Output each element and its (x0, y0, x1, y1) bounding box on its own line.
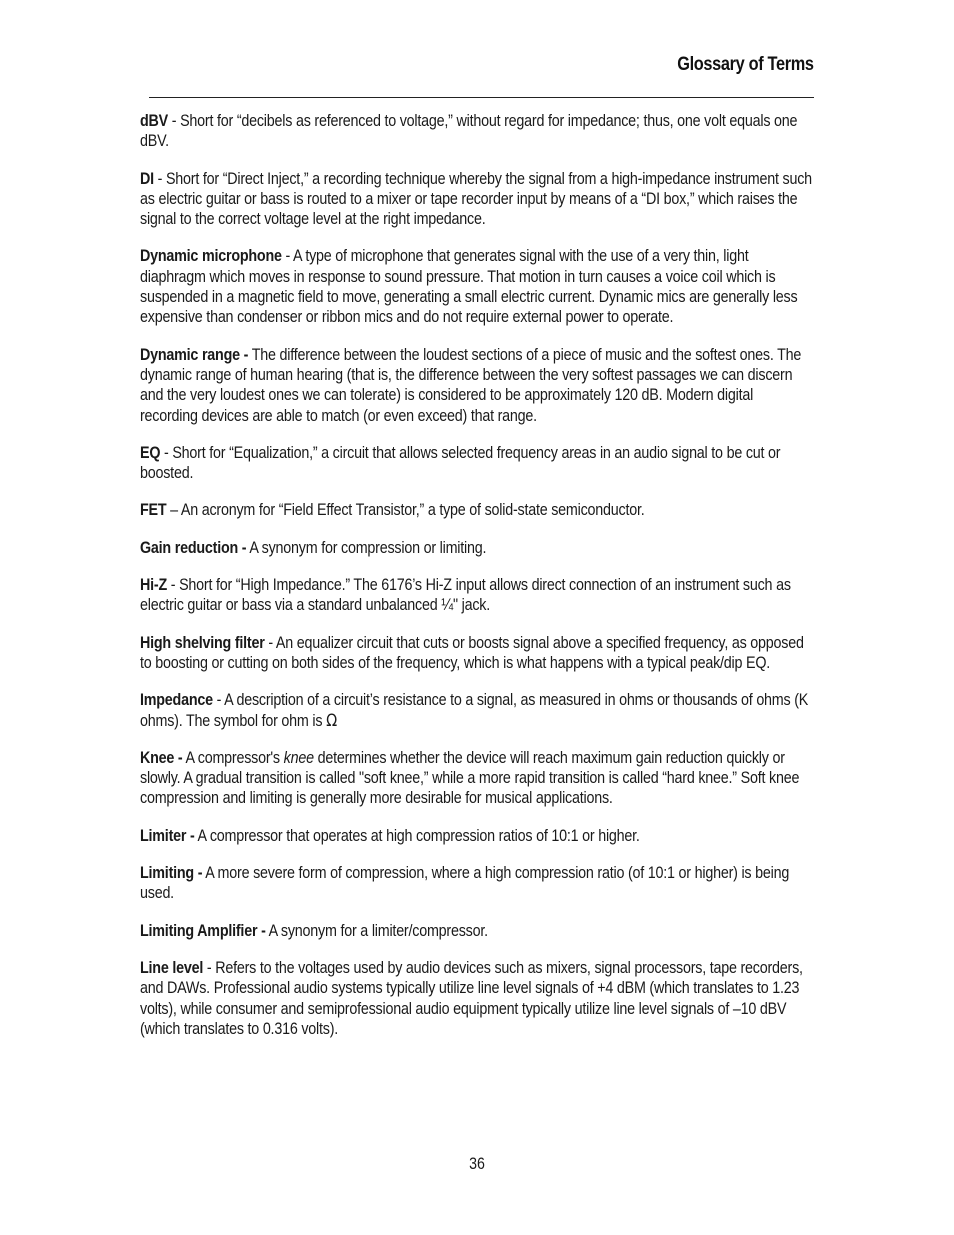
glossary-entry-hi-z (140, 575, 814, 616)
glossary-definition: The difference between the loudest sections of a piece of music and the softest ones. The dynamic range of human hearing (that is, the difference between the very softest passages we can discern and the very loudest ones we can tolerate) is considered to be approximately 120 dB. Modern digital recording devices are able to match (or even exceed) that range. (140, 344, 802, 425)
glossary-entry-limiter (140, 826, 814, 846)
term-separator: - (264, 632, 276, 652)
term-separator: – (166, 500, 181, 520)
glossary-entry-knee (140, 748, 814, 809)
glossary-entry-line-level (140, 958, 814, 1039)
glossary-term: Knee - (140, 747, 183, 767)
page-title: Glossary of Terms (677, 54, 814, 75)
emphasized-term: knee (283, 747, 314, 767)
glossary-entry-impedance (140, 690, 814, 731)
glossary-entry-di (140, 169, 814, 230)
header-divider (149, 97, 814, 98)
glossary-term: Limiter - (140, 825, 195, 845)
glossary-term: Limiting - (140, 863, 203, 883)
term-separator: - (212, 690, 225, 710)
glossary-definition: A synonym for compression or limiting. (249, 537, 487, 557)
page-number: 36 (469, 1155, 485, 1173)
glossary-entry-dynamic-range (140, 345, 814, 426)
term-separator: - (203, 957, 216, 977)
glossary-content (140, 111, 814, 1056)
glossary-definition: A synonym for a limiter/compressor. (268, 920, 488, 940)
glossary-term: dBV (140, 111, 168, 130)
glossary-entry-limiting-amplifier (140, 921, 814, 941)
glossary-definition: determines whether the device will reach maximum gain reduction quickly or slowly. A gradual transition is called "soft knee,” while a more rapid transition is called “hard knee.” Soft knee compression and limiting is generally more desirable for musical applications. (140, 747, 800, 808)
glossary-definition: Short for “High Impedance.” The 6176’s Hi-Z input allows direct connection of an instrument such as electric guitar or bass via a standard unbalanced ¼" jack. (140, 575, 791, 615)
glossary-term: FET (140, 500, 167, 520)
term-separator: - (281, 246, 294, 266)
glossary-term: Dynamic range - (140, 344, 249, 364)
glossary-entry-high-shelving-filter (140, 633, 814, 674)
glossary-definition: Short for “Direct Inject,” a recording technique whereby the signal from a high-impedance instrument such as electric guitar or bass is routed to a mixer or tape recorder input by means of a “DI box,” which raises the signal to the correct voltage level at the right impedance. (140, 168, 812, 229)
term-separator: - (166, 575, 180, 595)
term-separator: - (153, 168, 166, 188)
glossary-term: Gain reduction - (140, 537, 247, 557)
glossary-definition: Short for “Equalization,” a circuit that allows selected frequency areas in an audio signal to be cut or boosted. (140, 442, 781, 483)
glossary-term: EQ (140, 442, 161, 462)
glossary-entry-limiting (140, 863, 814, 904)
glossary-entry-dbv (140, 111, 814, 152)
ohm-symbol: Ω (326, 710, 337, 731)
glossary-definition: A type of microphone that generates signal with the use of a very thin, light diaphragm which moves in response to sound pressure. That motion in turn causes a voice coil which is suspended in a magnetic field to move, generating a small electric current. Dynamic mics are generally less expensive than condenser or ribbon mics and do not require external power to operate. (140, 246, 798, 327)
glossary-term: DI (140, 168, 154, 188)
glossary-definition: A description of a circuit’s resistance to a signal, as measured in ohms or thousands of ohms (K ohms). The symbol for ohm is (140, 690, 809, 730)
glossary-definition: A more severe form of compression, where a high compression ratio (of 10:1 or higher) is being used. (140, 863, 790, 903)
glossary-term: Limiting Amplifier - (140, 920, 266, 940)
glossary-term: High shelving filter (140, 632, 265, 652)
glossary-term: Impedance (140, 690, 213, 710)
glossary-definition: A compressor that operates at high compression ratios of 10:1 or higher. (197, 825, 640, 845)
glossary-entry-fet (140, 500, 814, 520)
glossary-entry-eq (140, 443, 814, 484)
term-separator: - (167, 111, 181, 130)
glossary-definition-lead: A compressor's (185, 747, 280, 767)
glossary-definition: An equalizer circuit that cuts or boosts signal above a specified frequency, as opposed to boosting or cutting on both sides of the frequency, which is what happens with a typical peak/dip EQ. (140, 632, 804, 672)
glossary-definition: Short for “decibels as referenced to voltage,” without regard for impedance; thus, one volt equals one dBV. (140, 111, 798, 151)
glossary-term: Dynamic microphone (140, 246, 282, 266)
glossary-definition: Refers to the voltages used by audio devices such as mixers, signal processors, tape recorders, and DAWs. Professional audio systems typically utilize line level signals of +4 dBM (which translates to 1.23 volts), while consumer and semiprofessional audio equipment typically utilize line level signals of –10 dBV (which translates to 0.316 volts). (140, 957, 803, 1038)
glossary-entry-gain-reduction (140, 538, 814, 558)
term-separator: - (160, 442, 173, 462)
glossary-definition: An acronym for “Field Effect Transistor,” a type of solid-state semiconductor. (180, 500, 645, 520)
glossary-term: Line level (140, 957, 204, 977)
glossary-term: Hi-Z (140, 575, 167, 595)
glossary-entry-dynamic-microphone (140, 246, 814, 327)
